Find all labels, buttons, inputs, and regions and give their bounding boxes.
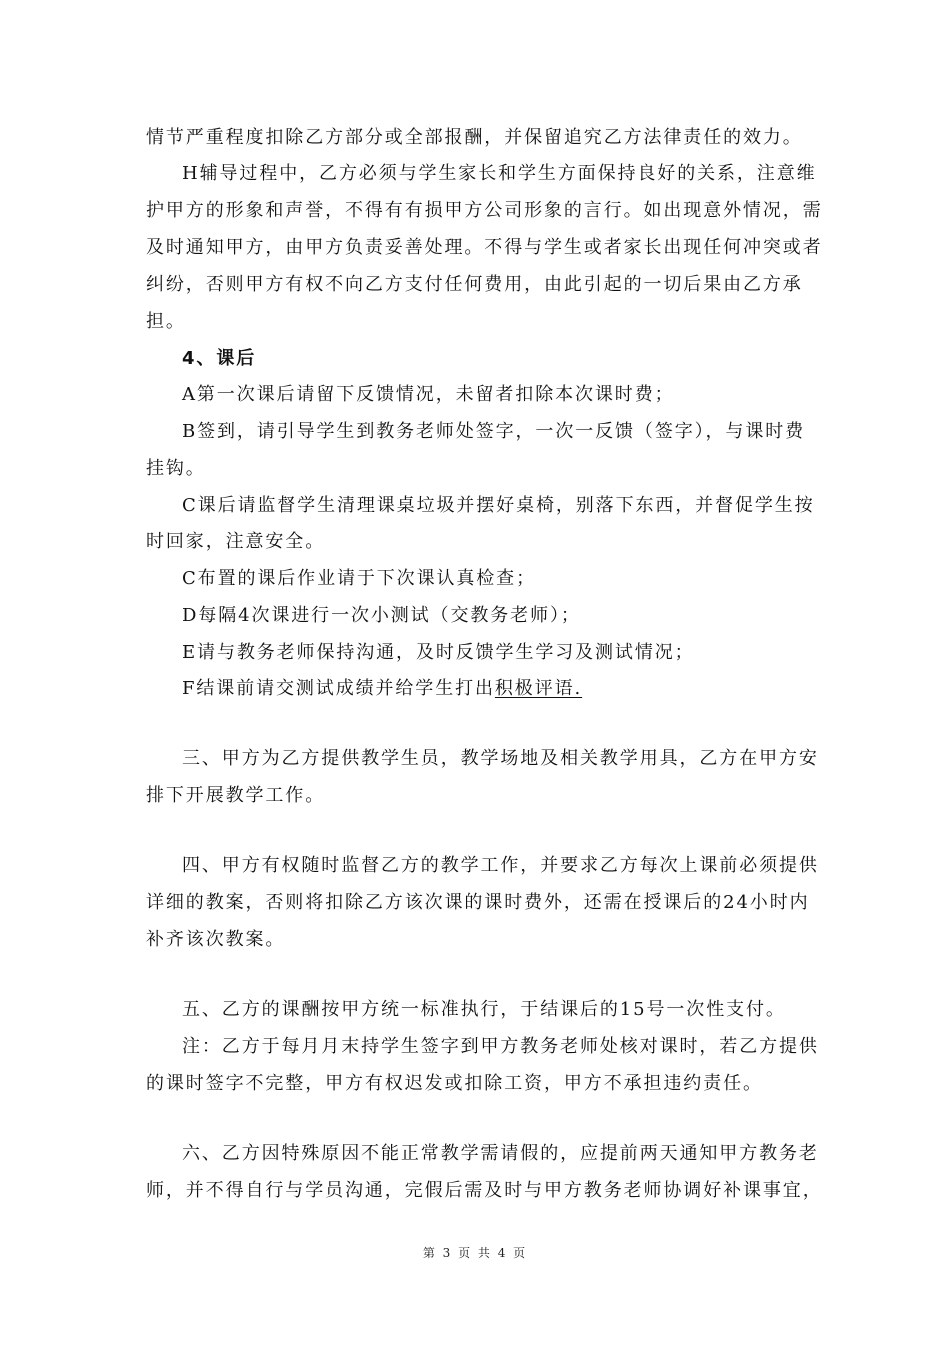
text-line: 及时通知甲方，由甲方负责妥善处理。不得与学生或者家长出现任何冲突或者 xyxy=(146,237,823,258)
text-line: C课后请监督学生清理课桌垃圾并摆好桌椅，别落下东西，并督促学生按 xyxy=(182,495,815,516)
text-segment: F结课前请交测试成绩并给学生打出 xyxy=(182,678,495,699)
text-line: 的课时签字不完整，甲方有权迟发或扣除工资，甲方不承担违约责任。 xyxy=(146,1073,763,1094)
text-line: 师，并不得自行与学员沟通，完假后需及时与甲方教务老师协调好补课事宜， xyxy=(146,1180,823,1201)
underlined-text: 积极评语. xyxy=(494,678,583,699)
text-line: E请与教务老师保持沟通，及时反馈学生学习及测试情况； xyxy=(182,642,695,663)
text-line: A第一次课后请留下反馈情况，未留者扣除本次课时费； xyxy=(182,384,675,405)
text-line: H辅导过程中，乙方必须与学生家长和学生方面保持良好的关系，注意维 xyxy=(182,163,817,184)
text-line: 三、甲方为乙方提供教学生员，教学场地及相关教学用具，乙方在甲方安 xyxy=(182,748,819,769)
text-line: B签到，请引导学生到教务老师处签字，一次一反馈（签字），与课时费 xyxy=(182,421,806,442)
text-line xyxy=(182,677,582,701)
text-line: 担。 xyxy=(146,311,186,332)
text-line: C布置的课后作业请于下次课认真检查； xyxy=(182,568,536,589)
text-line: 纠纷，否则甲方有权不向乙方支付任何费用，由此引起的一切后果由乙方承 xyxy=(146,274,803,295)
text-line: 补齐该次教案。 xyxy=(146,929,286,950)
text-line: 注：乙方于每月月末持学生签字到甲方教务老师处核对课时，若乙方提供 xyxy=(182,1036,819,1057)
text-line: 五、乙方的课酬按甲方统一标准执行，于结课后的15号一次性支付。 xyxy=(182,999,786,1020)
page-number-footer: 第 3 页 共 4 页 xyxy=(422,1246,528,1260)
text-line: 情节严重程度扣除乙方部分或全部报酬，并保留追究乙方法律责任的效力。 xyxy=(146,127,803,148)
text-line: 排下开展教学工作。 xyxy=(146,785,326,806)
text-line: 详细的教案，否则将扣除乙方该次课的课时费外，还需在授课后的24小时内 xyxy=(146,892,810,913)
text-line: 四、甲方有权随时监督乙方的教学工作，并要求乙方每次上课前必须提供 xyxy=(182,855,819,876)
text-line: 时回家，注意安全。 xyxy=(146,531,326,552)
text-line: 挂钩。 xyxy=(146,458,206,479)
section-heading: 4、课后 xyxy=(182,348,257,369)
text-line: D每隔4次课进行一次小测试（交教务老师）； xyxy=(182,605,581,626)
text-line: 六、乙方因特殊原因不能正常教学需请假的，应提前两天通知甲方教务老 xyxy=(182,1143,819,1164)
text-line: 护甲方的形象和声誉，不得有有损甲方公司形象的言行。如出现意外情况，需 xyxy=(146,200,823,221)
